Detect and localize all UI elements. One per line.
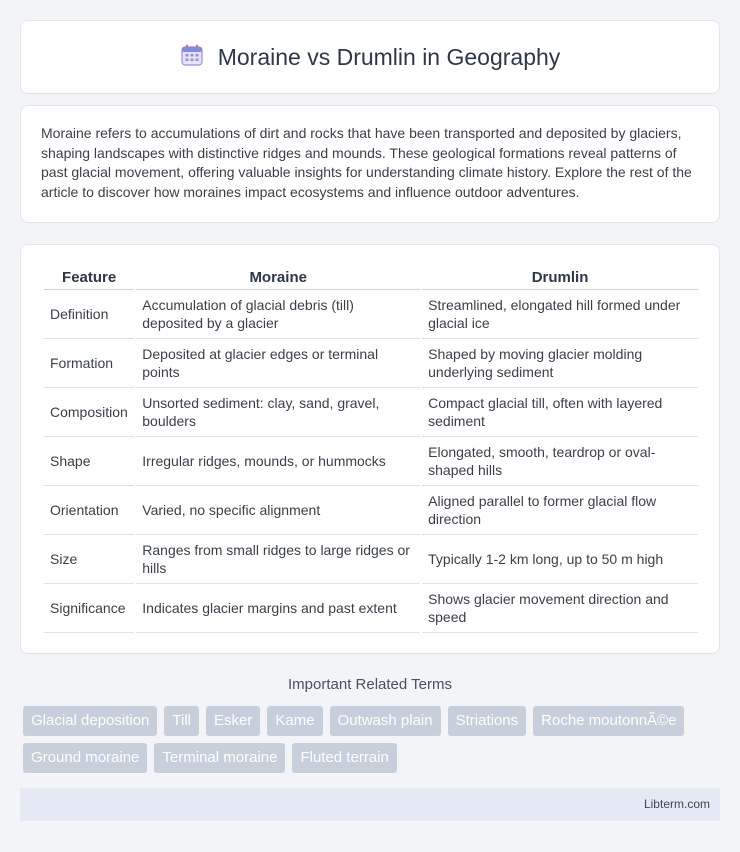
moraine-cell: Ranges from small ridges to large ridges or hills bbox=[136, 535, 420, 584]
tag-terminal-moraine[interactable]: Terminal moraine bbox=[154, 743, 285, 773]
comparison-table-card bbox=[20, 244, 720, 654]
drumlin-cell: Streamlined, elongated hill formed under glacial ice bbox=[422, 290, 698, 339]
table-header-row bbox=[44, 265, 698, 290]
feature-cell: Definition bbox=[44, 290, 134, 339]
feature-cell: Formation bbox=[44, 339, 134, 388]
moraine-cell: Unsorted sediment: clay, sand, gravel, boulders bbox=[136, 388, 420, 437]
tag-kame[interactable]: Kame bbox=[267, 706, 322, 736]
feature-cell: Composition bbox=[44, 388, 134, 437]
tag-outwash-plain[interactable]: Outwash plain bbox=[330, 706, 441, 736]
drumlin-cell: Aligned parallel to former glacial flow direction bbox=[422, 486, 698, 535]
drumlin-cell: Elongated, smooth, teardrop or oval-shaped hills bbox=[422, 437, 698, 486]
drumlin-cell: Compact glacial till, often with layered sediment bbox=[422, 388, 698, 437]
title-wrap bbox=[180, 43, 561, 72]
tag-esker[interactable]: Esker bbox=[206, 706, 260, 736]
table-row bbox=[44, 388, 698, 437]
table-row bbox=[44, 584, 698, 633]
feature-cell: Shape bbox=[44, 437, 134, 486]
table-row bbox=[44, 535, 698, 584]
moraine-cell: Irregular ridges, mounds, or hummocks bbox=[136, 437, 420, 486]
related-terms-list bbox=[23, 706, 723, 773]
drumlin-cell: Shaped by moving glacier molding underlying sediment bbox=[422, 339, 698, 388]
footer bbox=[20, 788, 720, 821]
header-card bbox=[20, 20, 720, 94]
moraine-cell: Indicates glacier margins and past extent bbox=[136, 584, 420, 633]
feature-cell: Orientation bbox=[44, 486, 134, 535]
table-row bbox=[44, 290, 698, 339]
feature-cell: Significance bbox=[44, 584, 134, 633]
footer-site-link[interactable]: Libterm.com bbox=[643, 797, 710, 811]
tag-roche-moutonnee[interactable]: Roche moutonnÃ©e bbox=[533, 706, 684, 736]
moraine-cell: Accumulation of glacial debris (till) deposited by a glacier bbox=[136, 290, 420, 339]
comparison-table bbox=[42, 265, 700, 633]
table-row bbox=[44, 486, 698, 535]
tag-striations[interactable]: Striations bbox=[448, 706, 527, 736]
related-terms-title: Important Related Terms bbox=[288, 676, 452, 693]
intro-paragraph: Moraine refers to accumulations of dirt and rocks that have been transported and deposited by glaciers, shaping landscapes with distinctive ridges and mounds. These geological formations reveal patterns of past glacial movement, offering valuable insights for understanding climate history. Explore the rest of the article to discover how moraines impact ecosystems and influence outdoor adventures. bbox=[41, 125, 692, 200]
feature-cell: Size bbox=[44, 535, 134, 584]
table-row bbox=[44, 437, 698, 486]
table-row bbox=[44, 339, 698, 388]
moraine-cell: Varied, no specific alignment bbox=[136, 486, 420, 535]
page-title: Moraine vs Drumlin in Geography bbox=[217, 43, 561, 70]
calendar-icon bbox=[180, 43, 204, 72]
drumlin-cell: Shows glacier movement direction and speed bbox=[422, 584, 698, 633]
tag-till[interactable]: Till bbox=[164, 706, 199, 736]
header-feature: Feature bbox=[44, 265, 134, 290]
header-drumlin: Drumlin bbox=[422, 265, 698, 290]
moraine-cell: Deposited at glacier edges or terminal points bbox=[136, 339, 420, 388]
tag-glacial-deposition[interactable]: Glacial deposition bbox=[23, 706, 157, 736]
tag-ground-moraine[interactable]: Ground moraine bbox=[23, 743, 147, 773]
intro-card bbox=[20, 105, 720, 223]
tag-fluted-terrain[interactable]: Fluted terrain bbox=[292, 743, 396, 773]
header-moraine: Moraine bbox=[136, 265, 420, 290]
drumlin-cell: Typically 1-2 km long, up to 50 m high bbox=[422, 535, 698, 584]
